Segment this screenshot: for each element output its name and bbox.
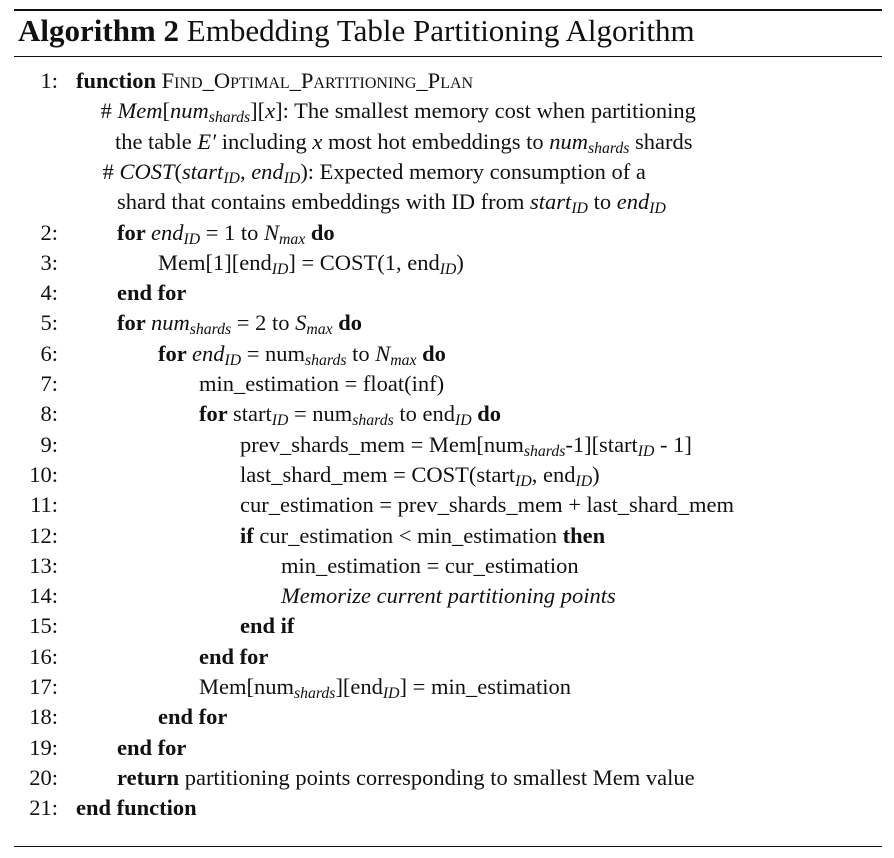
algorithm-line <box>0 702 894 732</box>
keyword: do <box>332 310 362 336</box>
line-code <box>199 642 268 672</box>
line-code <box>158 339 446 369</box>
code-text: end <box>150 219 184 245</box>
keyword: end for <box>117 734 187 760</box>
algorithm-line <box>0 521 894 551</box>
line-code <box>158 702 227 732</box>
algorithm-line <box>0 733 894 763</box>
code-text: partitioning points corresponding to smallest Mem value <box>184 764 695 790</box>
line-number: 16: <box>29 643 58 669</box>
line-number: 13: <box>29 552 58 578</box>
code-text: start <box>530 189 572 215</box>
line-code <box>199 399 501 429</box>
keyword: then <box>562 522 606 548</box>
algorithm-label: Algorithm 2 <box>18 13 180 48</box>
line-code <box>199 672 571 702</box>
line-code <box>240 490 734 520</box>
code-text: end <box>616 189 650 215</box>
line-number: 19: <box>29 734 58 760</box>
line-code <box>240 430 692 460</box>
subscript: max <box>306 321 333 339</box>
top-rule <box>14 9 882 11</box>
code-text: ]: The smallest memory cost when partitioning <box>275 98 696 124</box>
subscript: shards <box>523 442 566 460</box>
subscript: shards <box>189 321 232 339</box>
subscript: shards <box>587 139 630 157</box>
line-code <box>281 551 579 581</box>
algorithm-line <box>0 793 894 823</box>
code-text: Mem[num <box>199 674 294 699</box>
keyword: end for <box>158 704 228 730</box>
keyword: do <box>305 219 335 245</box>
line-code <box>240 521 605 551</box>
code-text: ][ <box>250 98 266 124</box>
line-number: 10: <box>29 461 58 487</box>
code-text: N <box>375 340 391 366</box>
code-text: ): Expected memory consumption of a <box>300 158 646 184</box>
code-text: start <box>232 401 272 427</box>
code-text: end <box>191 340 225 366</box>
code-text: = num <box>288 401 353 427</box>
code-text: # <box>100 98 118 124</box>
code-text: num <box>150 310 190 336</box>
algorithm-line <box>0 672 894 702</box>
algorithm-line <box>0 551 894 581</box>
keyword: end if <box>240 613 295 639</box>
subscript: ID <box>571 200 588 218</box>
line-code <box>117 763 695 793</box>
line-number: 8: <box>40 401 58 427</box>
code-text: S <box>295 310 307 336</box>
code-text: min_estimation = cur_estimation <box>281 552 579 578</box>
line-number: 1: <box>40 68 58 93</box>
keyword: for <box>117 310 151 336</box>
algorithm-line <box>0 308 894 338</box>
code-text: , <box>239 158 252 184</box>
line-number: 20: <box>29 764 58 790</box>
algorithm-line <box>0 218 894 248</box>
keyword: do <box>471 401 501 427</box>
bottom-rule <box>14 846 882 847</box>
keyword: end function <box>76 795 197 821</box>
algorithm-line <box>0 248 894 278</box>
code-text: x <box>265 98 276 124</box>
code-text: including <box>216 128 313 154</box>
algorithm-line <box>0 127 894 157</box>
code-text: end <box>251 158 284 184</box>
keyword: function <box>76 68 162 93</box>
code-text: shard that contains embeddings with ID from <box>117 189 531 215</box>
algorithm-line <box>0 339 894 369</box>
algorithm-line <box>0 66 894 96</box>
subscript: ID <box>515 472 532 490</box>
subscript: shards <box>294 684 336 702</box>
line-number: 14: <box>29 583 58 609</box>
code-text: shards <box>629 128 693 154</box>
code-text: = num <box>241 340 306 366</box>
line-number: 2: <box>40 219 58 245</box>
line-code <box>117 278 186 308</box>
algorithm-line <box>0 581 894 611</box>
keyword: for <box>158 340 192 366</box>
code-text: start <box>182 158 224 184</box>
line-number: 3: <box>40 249 58 275</box>
code-text: ][end <box>335 674 383 699</box>
line-number: 6: <box>40 340 58 366</box>
line-number: 15: <box>29 613 58 639</box>
code-text: ] = COST(1, end <box>288 249 440 275</box>
code-text: ) <box>592 461 600 487</box>
line-code <box>117 218 335 248</box>
line-number: 5: <box>40 310 58 336</box>
code-text: min_estimation = float(inf) <box>199 371 445 396</box>
line-code <box>76 66 473 96</box>
algorithm-line <box>0 460 894 490</box>
code-text: ) <box>456 249 464 275</box>
subscript: ID <box>439 260 457 278</box>
line-code <box>158 248 464 278</box>
code-text: prev_shards_mem = Mem[num <box>240 431 524 457</box>
algorithm-line <box>0 763 894 793</box>
code-text: -1][start <box>565 431 638 457</box>
algorithm-line <box>0 157 894 187</box>
keyword: for <box>199 401 233 427</box>
keyword: end for <box>199 643 269 669</box>
subscript: max <box>390 351 417 369</box>
code-text: to <box>346 340 376 366</box>
algorithm-line <box>0 611 894 641</box>
line-code <box>240 460 600 490</box>
subscript: ID <box>271 412 289 430</box>
line-number: 7: <box>40 371 58 396</box>
subscript: ID <box>575 472 593 490</box>
keyword: do <box>416 340 446 366</box>
subscript: ID <box>183 230 201 248</box>
subscript: max <box>279 230 306 248</box>
code-text: N <box>264 219 280 245</box>
code-text: to end <box>393 401 455 427</box>
algorithm-line <box>0 369 894 399</box>
line-number: 11: <box>30 492 58 518</box>
line-number: 18: <box>29 704 58 730</box>
line-code <box>117 733 186 763</box>
keyword: for <box>117 219 151 245</box>
keyword: end for <box>117 280 187 306</box>
code-text: Mem[1][end <box>158 249 272 275</box>
subscript: ID <box>454 412 472 430</box>
code-text: num <box>549 128 588 154</box>
algorithm-line <box>0 642 894 672</box>
algorithm-title: Embedding Table Partitioning Algorithm <box>186 13 695 48</box>
line-number: 17: <box>29 674 58 699</box>
algorithm-line <box>0 187 894 217</box>
algorithm-line <box>0 278 894 308</box>
line-number: 12: <box>29 522 58 548</box>
code-text: the table <box>114 128 198 154</box>
code-text: x <box>312 128 323 154</box>
subscript: ID <box>271 260 289 278</box>
algorithm-line <box>0 399 894 429</box>
code-text: most hot embeddings to <box>322 128 550 154</box>
caption-rule <box>14 56 882 57</box>
code-text: [ <box>162 98 170 124</box>
code-text: ( <box>174 158 183 184</box>
line-code <box>240 611 294 641</box>
subscript: ID <box>223 169 240 187</box>
line-code <box>103 157 646 187</box>
code-text: = 1 to <box>200 219 265 245</box>
code-text: last_shard_mem = COST(start <box>240 461 516 487</box>
line-number: 21: <box>29 795 58 821</box>
subscript: ID <box>224 351 242 369</box>
code-text: COST <box>119 158 175 184</box>
algorithm-caption <box>18 13 695 49</box>
line-code <box>117 308 362 338</box>
line-code <box>101 96 696 126</box>
keyword: if <box>240 522 260 548</box>
subscript: ID <box>637 442 655 460</box>
line-code <box>76 793 197 823</box>
algorithm-line <box>0 430 894 460</box>
code-text: # <box>102 158 120 184</box>
line-code <box>281 581 616 611</box>
code-text: cur_estimation < min_estimation <box>259 522 563 548</box>
code-text: Memorize current partitioning points <box>281 583 616 609</box>
code-text: = 2 to <box>231 310 296 336</box>
algorithm-line <box>0 96 894 126</box>
subscript: ID <box>649 200 666 218</box>
code-text: , end <box>531 461 576 487</box>
subscript: shards <box>208 109 251 127</box>
code-text: cur_estimation = prev_shards_mem + last_shard_mem <box>240 492 735 518</box>
code-text: Find_Optimal_Partitioning_Plan <box>161 68 474 93</box>
code-text: - 1] <box>654 431 692 457</box>
code-text: ] = min_estimation <box>399 674 571 699</box>
subscript: ID <box>382 684 400 702</box>
code-text: to <box>587 189 617 215</box>
keyword: return <box>117 764 185 790</box>
line-code <box>117 187 666 217</box>
subscript: ID <box>283 169 301 187</box>
code-text: Mem <box>117 98 163 124</box>
code-text: num <box>169 98 209 124</box>
line-number: 9: <box>40 431 58 457</box>
code-text: E′ <box>197 128 217 154</box>
subscript: shards <box>305 351 347 369</box>
line-number: 4: <box>40 280 58 306</box>
subscript: shards <box>352 412 394 430</box>
line-code <box>115 127 693 157</box>
algorithm-line <box>0 490 894 520</box>
line-code <box>199 369 444 399</box>
